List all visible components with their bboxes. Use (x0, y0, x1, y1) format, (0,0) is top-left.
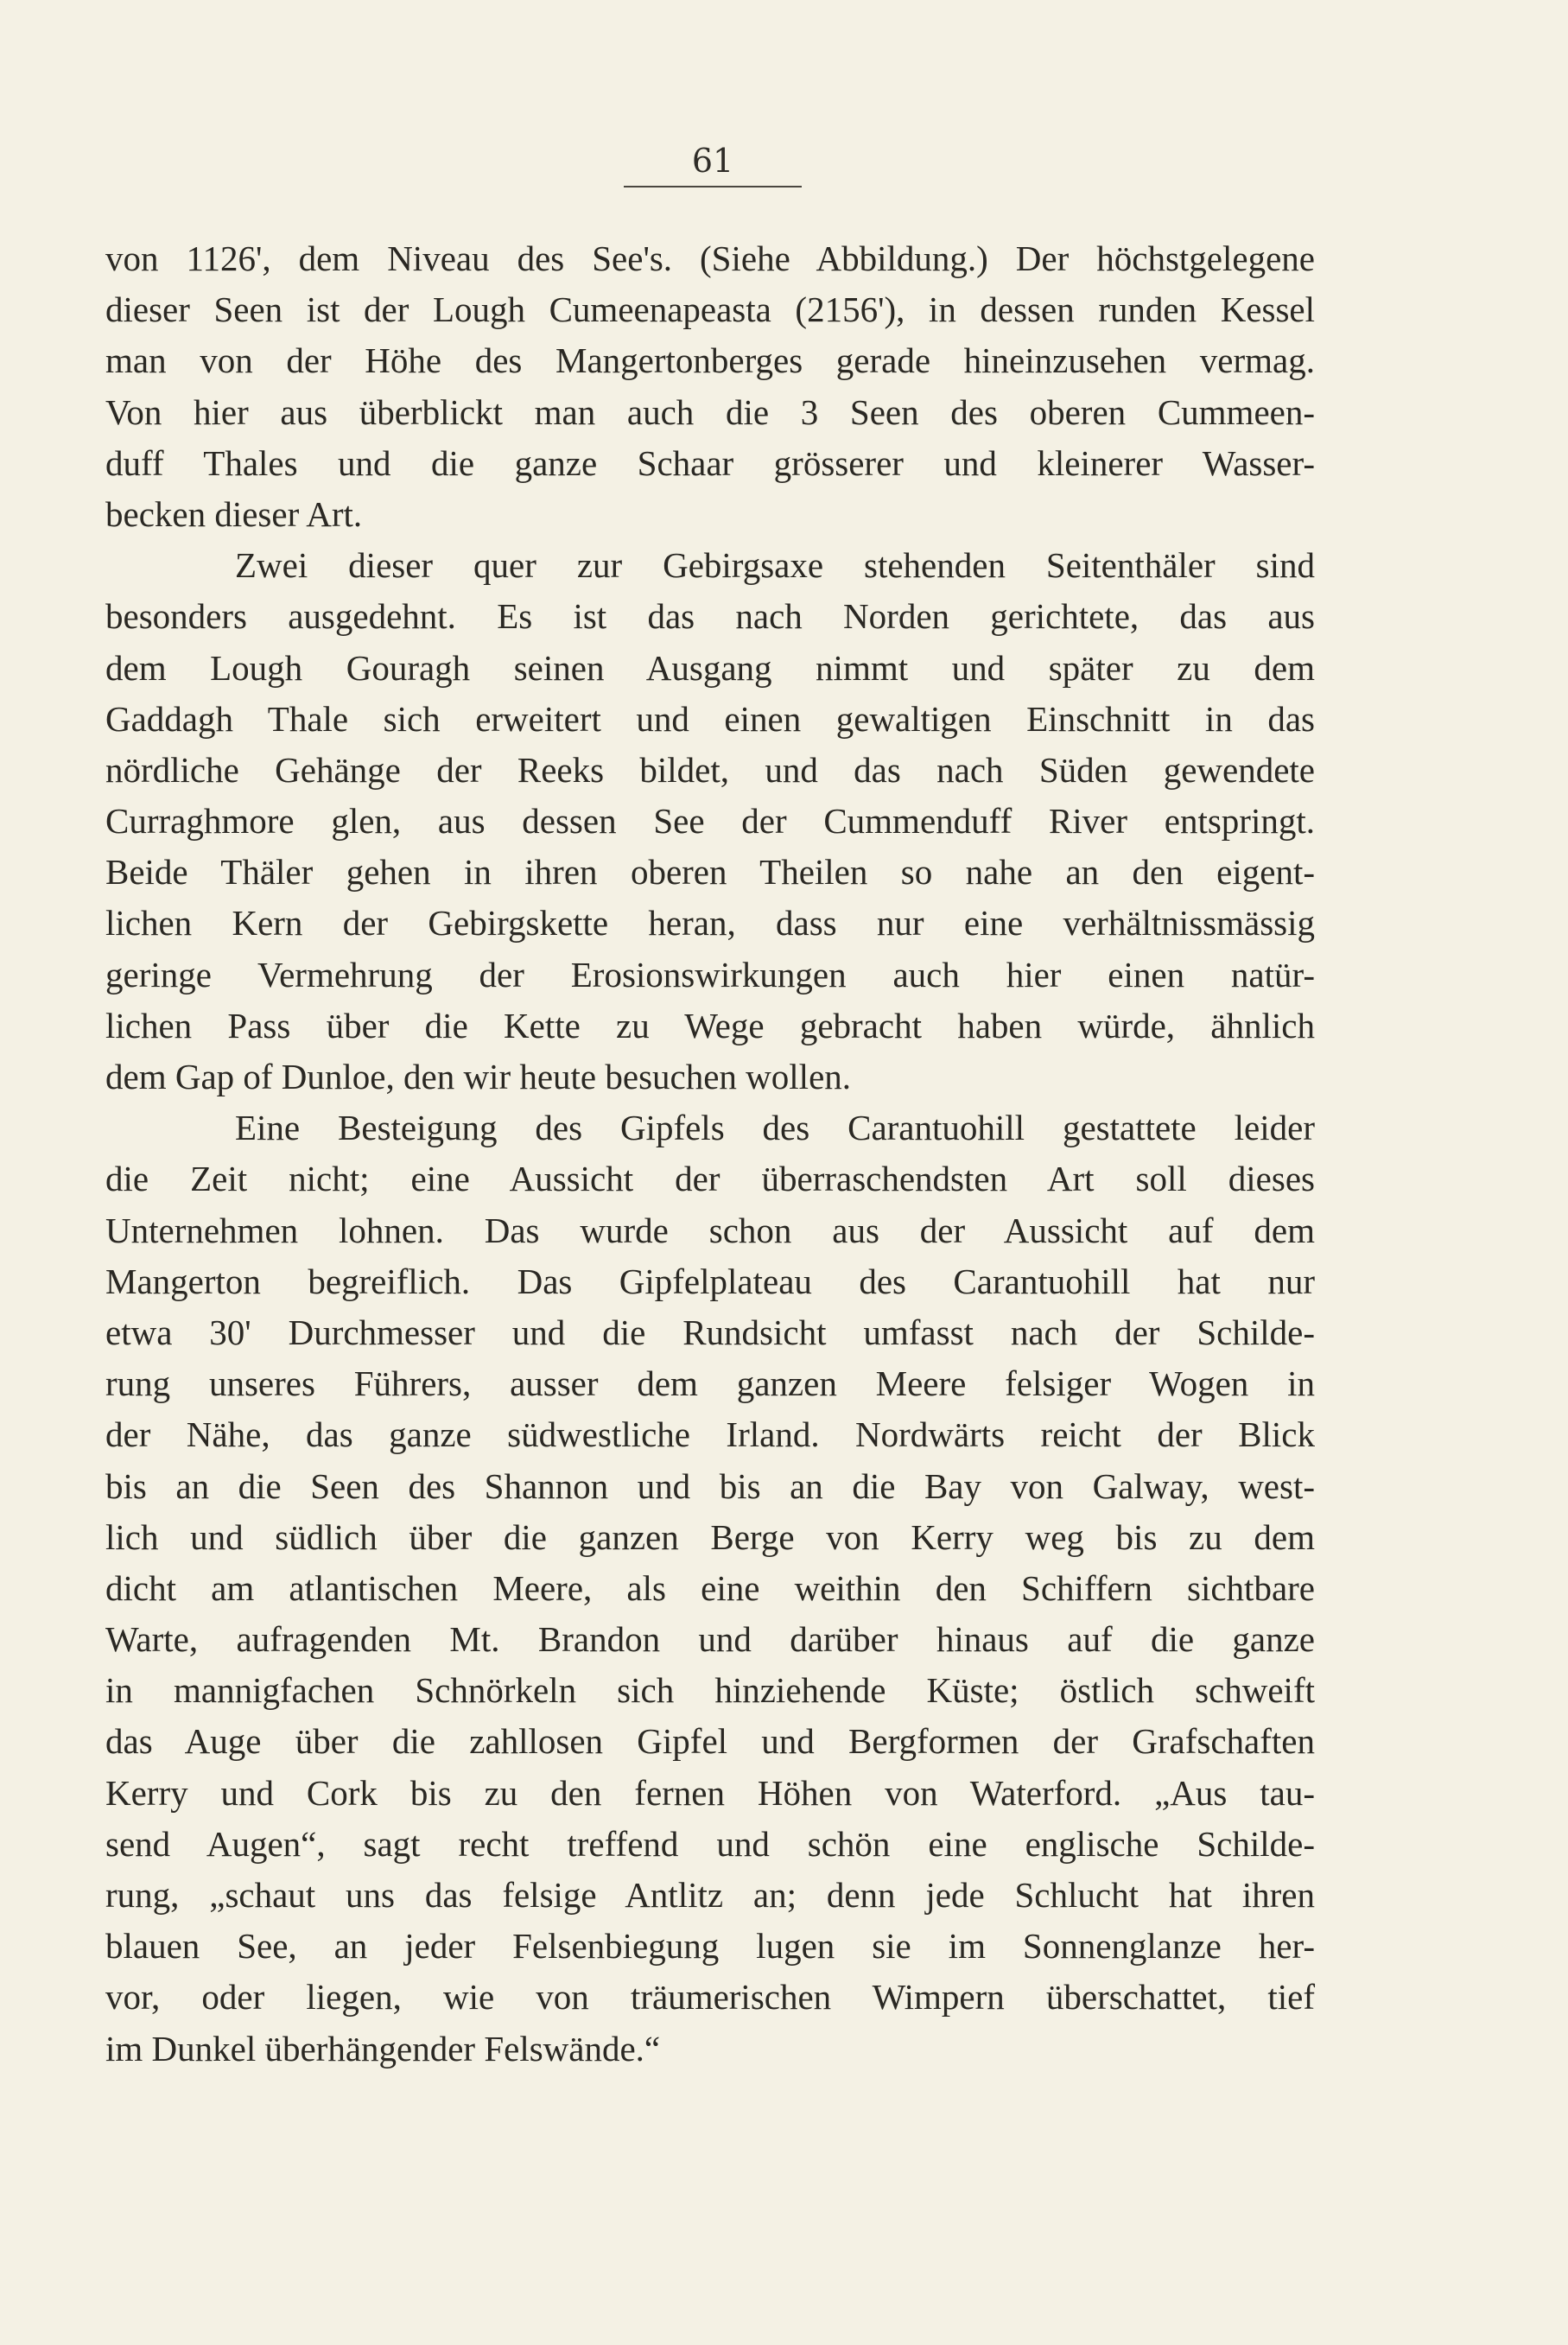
text-line: Curraghmore glen, aus dessen See der Cummenduff River entspringt. (105, 801, 1315, 842)
text-line: der Nähe, das ganze südwestliche Irland. Nordwärts reicht der Blick (105, 1414, 1315, 1455)
text-line: Zwei dieser quer zur Gebirgsaxe stehenden Seitenthäler sind (235, 545, 1315, 586)
text-line: Beide Thäler gehen in ihren oberen Theilen so nahe an den eigent- (105, 852, 1315, 893)
text-line: lich und südlich über die ganzen Berge von Kerry weg bis zu dem (105, 1516, 1315, 1557)
text-line: nördliche Gehänge der Reeks bildet, und das nach Süden gewendete (105, 749, 1315, 790)
text-line: rung unseres Führers, ausser dem ganzen Meere felsiger Wogen in (105, 1363, 1315, 1404)
body-text (105, 233, 1315, 2075)
text-line: blauen See, an jeder Felsenbiegung lugen sie im Sonnenglanze her- (105, 1926, 1315, 1967)
text-line: dem Gap of Dunloe, den wir heute besuchen wollen. (105, 1057, 852, 1096)
text-line: Kerry und Cork bis zu den fernen Höhen von Waterford. „Aus tau- (105, 1772, 1315, 1813)
text-line: besonders ausgedehnt. Es ist das nach Norden gerichtete, das aus (105, 596, 1315, 637)
text-line: geringe Vermehrung der Erosionswirkungen auch hier einen natür- (105, 954, 1315, 995)
text-line: etwa 30' Durchmesser und die Rundsicht umfasst nach der Schilde- (105, 1312, 1315, 1352)
text-line: Unternehmen lohnen. Das wurde schon aus der Aussicht auf dem (105, 1210, 1315, 1250)
text-line: man von der Höhe des Mangertonberges gerade hineinzusehen vermag. (105, 340, 1315, 381)
text-line: Eine Besteigung des Gipfels des Carantuohill gestattete leider (235, 1108, 1315, 1148)
text-line: die Zeit nicht; eine Aussicht der überraschendsten Art soll dieses (105, 1159, 1315, 1199)
page-number-rule (624, 186, 802, 187)
text-line: bis an die Seen des Shannon und bis an die Bay von Galway, west- (105, 1465, 1315, 1506)
text-line: Gaddagh Thale sich erweitert und einen gewaltigen Einschnitt in das (105, 698, 1315, 739)
text-line: im Dunkel überhängender Felswände.“ (105, 2028, 661, 2069)
text-line: lichen Pass über die Kette zu Wege gebracht haben würde, ähnlich (105, 1005, 1315, 1045)
text-line: Warte, aufragenden Mt. Brandon und darüber hinaus auf die ganze (105, 1619, 1315, 1660)
text-line: Mangerton begreiflich. Das Gipfelplateau des Carantuohill hat nur (105, 1261, 1315, 1301)
text-line: Von hier aus überblickt man auch die 3 Seen des oberen Cummeen- (105, 391, 1315, 432)
page-number: 61 (691, 142, 734, 180)
text-line: dem Lough Gouragh seinen Ausgang nimmt und später zu dem (105, 647, 1315, 688)
text-line: von 1126', dem Niveau des See's. (Siehe Abbildung.) Der höchstgelegene (105, 238, 1315, 278)
text-line: in mannigfachen Schnörkeln sich hinziehende Küste; östlich schweift (105, 1670, 1315, 1711)
text-line: dicht am atlantischen Meere, als eine weithin den Schiffern sichtbare (105, 1567, 1315, 1608)
text-line: send Augen“, sagt recht treffend und schön eine englische Schilde- (105, 1823, 1315, 1864)
text-line: duff Thales und die ganze Schaar grösserer und kleinerer Wasser- (105, 442, 1315, 483)
text-line: rung, „schaut uns das felsige Antlitz an; denn jede Schlucht hat ihren (105, 1875, 1315, 1915)
text-line: becken dieser Art. (105, 493, 363, 534)
text-line: dieser Seen ist der Lough Cumeenapeasta (2156'), in dessen runden Kessel (105, 289, 1315, 330)
text-line: vor, oder liegen, wie von träumerischen Wimpern überschattet, tief (105, 1977, 1315, 2018)
text-line: das Auge über die zahllosen Gipfel und Bergformen der Grafschaften (105, 1721, 1315, 1762)
text-line: lichen Kern der Gebirgskette heran, dass nur eine verhältnissmässig (105, 903, 1315, 944)
